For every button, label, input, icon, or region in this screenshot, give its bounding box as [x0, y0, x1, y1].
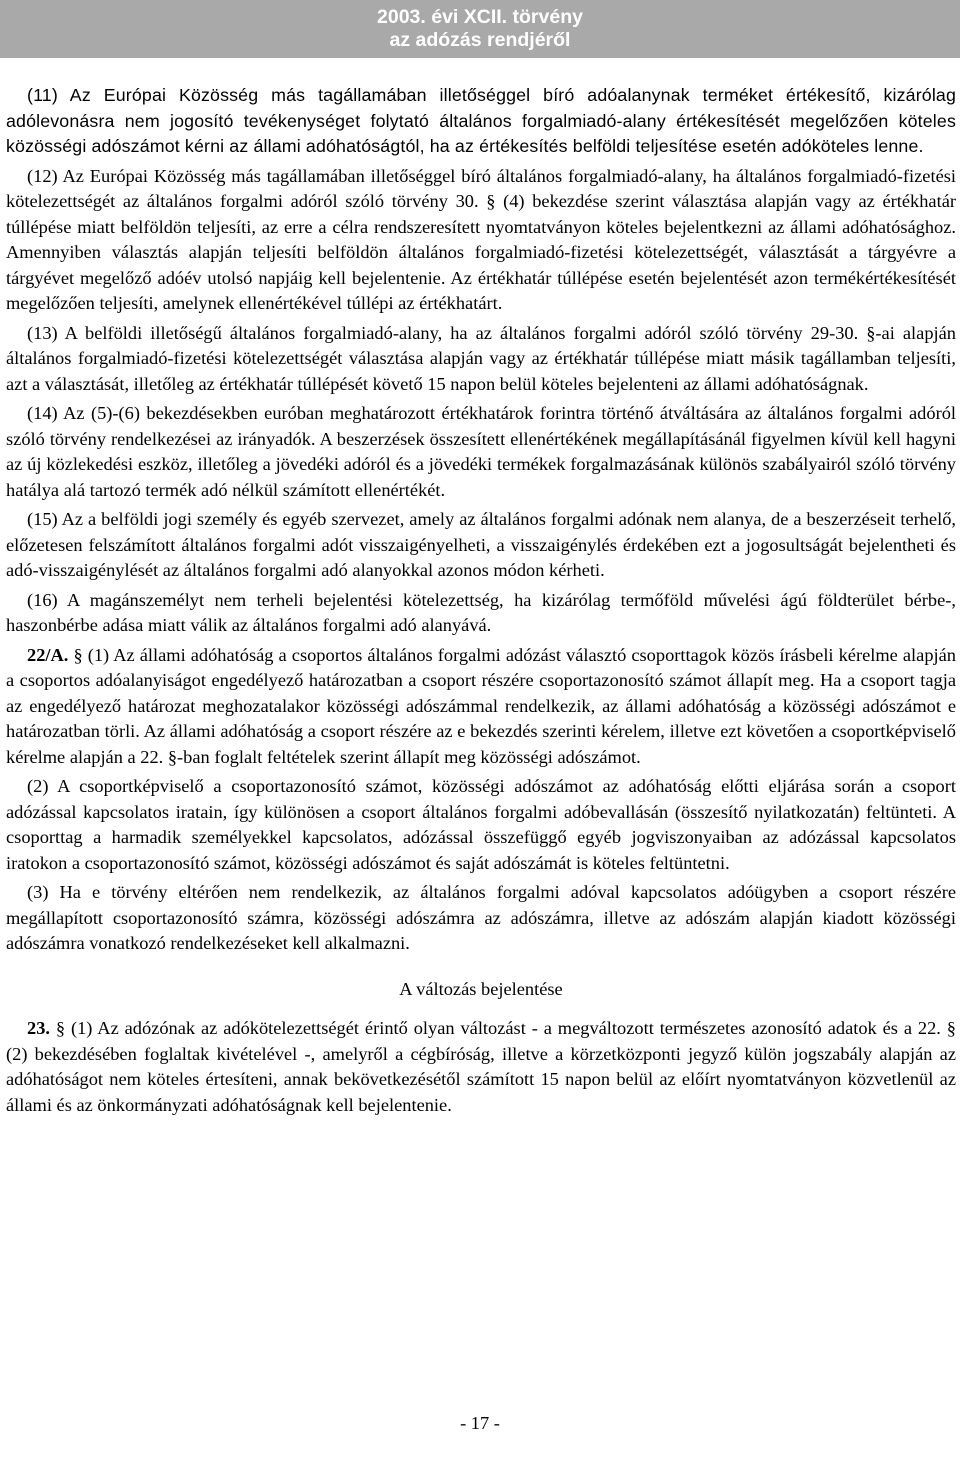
paragraph-12: (12) Az Európai Közösség más tagállamában illetőséggel bíró általános forgalmiadó-alany, ha általános forgalmiadó-fizetési kötelezettségét az általános forgalmi adóról szóló törvény 30. § (4) bekezdése szerint választása alapján vagy az értékhatár túllépése miatt belföldön teljesíti, az erre a célra rendszeresített nyomtatványon köteles bejelentkezni az állami adóhatósághoz. Amennyiben választás alapján teljesíti belföldön általános forgalmiadó-fizetési kötelezettségét, választását a tárgyévre a tárgyévet megelőző adóév utolsó napjáig kell bejelentenie. Az értékhatár túllépése esetén bejelentését azon termékértékesítését megelőzően teljesíti, amelynek ellenértékével túllépi az értékhatárt. — [6, 165, 956, 313]
paragraph-11: (11) Az Európai Közösség más tagállamában illetőséggel bíró adóalanynak terméket értékesítő, kizárólag adólevonásra nem jogosító tevékenységet folytató általános forgalmiadó-alany értékesítését megelőzően köteles közösségi adószámot kérni az állami adóhatóságtól, ha az értékesítés belföldi teljesítése esetén adóköteles lenne. — [6, 85, 956, 156]
paragraph-22a-2: (2) A csoportképviselő a csoportazonosító számot, közösségi adószámot az adóhatóság előtti eljárása során a csoport adózással kapcsolatos iratain, így különösen a csoport általános forgalmi adóbevallásán (összesítő nyilatkozatán) feltünteti. A csoporttag a harmadik személyekkel kapcsolatos, adózással összefüggő egyéb jogviszonyaiban az adózással kapcsolatos iratokon a csoportazonosító számot, közösségi adószámot és saját adószámát is köteles feltüntetni. — [6, 776, 956, 873]
document-body — [6, 83, 956, 1122]
paragraph-14: (14) Az (5)-(6) bekezdésekben euróban meghatározott értékhatárok forintra történő átváltására az általános forgalmi adóról szóló törvény rendelkezései az irányadók. A beszerzések összesített ellenértékének megállapításánál figyelmen kívül kell hagyni az új közlekedési eszköz, illetőleg a jövedéki adóról és a jövedéki termékek forgalmazásának különös szabályairól szóló törvény hatálya alá tartozó termék adó nélkül számított ellenértékét. — [6, 403, 956, 500]
header-title: 2003. évi XCII. törvény — [377, 6, 583, 28]
header-subtitle: az adózás rendjéről — [389, 29, 571, 51]
page-header — [0, 0, 960, 58]
paragraph-22a-3: (3) Ha e törvény eltérően nem rendelkezik, az általános forgalmi adóval kapcsolatos adóügyben a csoport részére megállapított csoportazonosító számra, közösségi adószámra az adószámra, illetve az adószám alapján kiadott közösségi adószámra vonatkozó rendelkezéseket kell alkalmazni. — [6, 882, 956, 953]
paragraph-23-text: § (1) Az adózónak az adókötelezettségét érintő olyan változást - a megváltozott természetes azonosító adatok és a 22. § (2) bekezdésében foglaltak kivételével -, amelyről a cégbíróság, illetve a körzetközponti jegyző külön jogszabály alapján az adóhatóságot nem köteles értesíteni, annak bekövetkezésétől számított 15 napon belül az előírt nyomtatványon közvetlenül az állami és az önkormányzati adóhatóságnak kell bejelentenie. — [6, 1018, 956, 1115]
paragraph-22a-1 — [6, 643, 956, 771]
paragraph-22a-1-text: § (1) Az állami adóhatóság a csoportos általános forgalmi adózást választó csoporttagok közös írásbeli kérelme alapján a csoportos adóalanyiságot engedélyező határozatban a csoport részére csoportazonosító számot állapít meg. Ha a csoport tagja az engedélyező határozat meghozatalakor közösségi adószámmal rendelkezik, az állami adóhatóság a közösségi adószámot e határozatban törli. Az állami adóhatóság a csoport részére az e bekezdés szerinti kérelem, illetve ezt követően a csoportképviselő kérelme alapján a 22. §-ban foglalt feltételek szerint állapít meg közösségi adószámot. — [6, 644, 956, 767]
paragraph-23 — [6, 1016, 956, 1118]
paragraph-15: (15) Az a belföldi jogi személy és egyéb szervezet, amely az általános forgalmi adónak nem alanya, de a beszerzéseit terhelő, előzetesen felszámított általános forgalmi adót visszaigényelheti, a visszaigénylés érdekében ezt a jogosultságát bejelentheti és adó-visszaigénylését az általános forgalmi adó alanyokkal azonos módon kérheti. — [6, 509, 956, 580]
page-number: - 17 - — [460, 1413, 500, 1433]
section-heading: A változás bejelentése — [399, 978, 563, 999]
section-label-23: 23. — [27, 1018, 50, 1038]
paragraph-13: (13) A belföldi illetőségű általános forgalmiadó-alany, ha az általános forgalmi adóról szóló törvény 29-30. §-ai alapján általános forgalmiadó-fizetési kötelezettségét választása alapján vagy az értékhatár túllépése miatt másik tagállamban teljesíti, azt a választását, illetőleg az értékhatár túllépését követő 15 napon belül köteles bejelenteni az állami adóhatóságnak. — [6, 322, 956, 394]
paragraph-16: (16) A magánszemélyt nem terheli bejelentési kötelezettség, ha kizárólag termőföld művelési ágú földterület bérbe-, haszonbérbe adása miatt válik az általános forgalmi adó alanyává. — [6, 589, 956, 635]
section-label-22a: 22/A. — [27, 644, 69, 665]
